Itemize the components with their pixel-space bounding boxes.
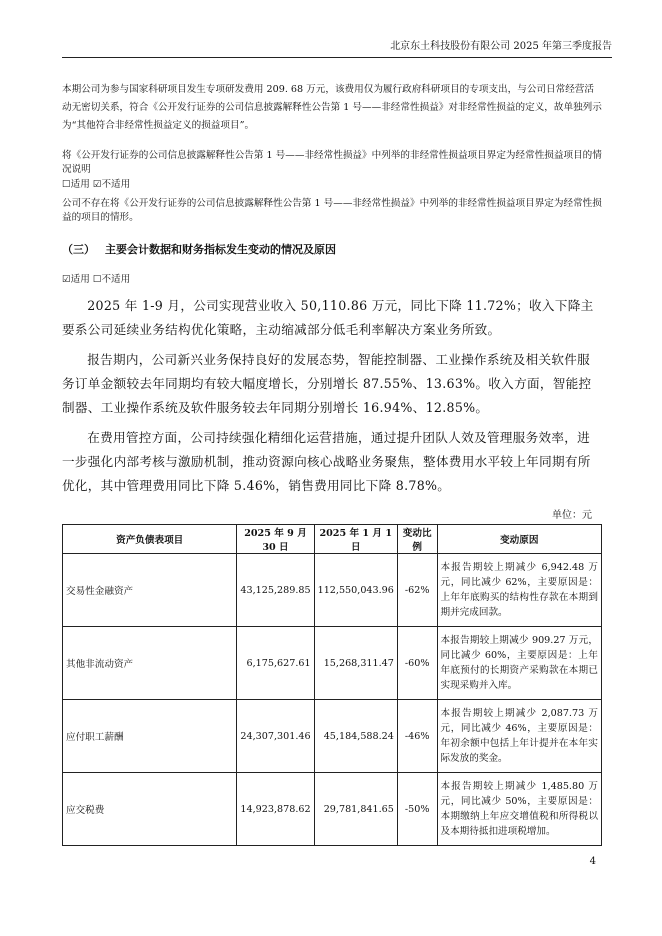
row-ratio: -60%: [397, 627, 437, 700]
applicability-checkbox-2: ☑适用 ☐不适用: [62, 274, 131, 285]
header-sep30: 2025 年 9 月 30 日: [237, 525, 314, 554]
cost-control-paragraph: 在费用管控方面，公司持续强化精细化运营措施，通过提升团队人效及管理服务效率，进一步强化内部考核与激励机制，推动资源向核心战略业务聚焦，整体费用水平较上年同期有所优化，其中管理费用同比下降 5.46%，销售费用同比下降 8.78%。: [62, 430, 591, 493]
table-row: [63, 773, 602, 846]
special-rd-expense-paragraph: 本期公司为参与国家科研项目发生专项研发费用 209. 68 万元，该费用仅为履行政府科研项目的专项支出，与公司日常经营活动无密切关系，符合《公开发行证券的公司信息披露解释性公告第 1 号——非经常性损益》对非经常性损益的定义，故单独列示为“其他符合非经常性损益定义的损益项目”。: [62, 84, 602, 131]
row-sep30: 43,125,289.85: [237, 554, 314, 627]
page-number: 4: [589, 856, 596, 867]
row-ratio: -62%: [397, 554, 437, 627]
table-header-row: [63, 525, 602, 554]
table-row: [63, 700, 602, 773]
applicability-checkbox-1: ☐适用 ☑不适用: [62, 179, 131, 190]
section-heading: [62, 242, 336, 258]
row-item: 应交税费: [63, 773, 237, 846]
section-number: （三）: [62, 243, 95, 256]
classification-note-heading: 将《公开发行证券的公司信息披露解释性公告第 1 号——非经常性损益》中列举的非经常性损益项目界定为经常性损益项目的情况说明: [62, 150, 602, 175]
row-ratio: -46%: [397, 700, 437, 773]
row-reason: 本报告期较上期减少 1,485.80 万元，同比减少 50%，主要原因是：本期缴纳上年应交增值税和所得税以及本期待抵扣进项税增加。: [437, 773, 602, 846]
row-item: 应付职工薪酬: [63, 700, 237, 773]
table-row: [63, 627, 602, 700]
row-sep30: 24,307,301.46: [237, 700, 314, 773]
no-classification-paragraph: 公司不存在将《公开发行证券的公司信息披露解释性公告第 1 号——非经常性损益》中列举的非经常性损益项目界定为经常性损益的项目的情形。: [62, 198, 602, 223]
row-item: 交易性金融资产: [63, 554, 237, 627]
header-jan1: 2025 年 1 月 1 日: [314, 525, 397, 554]
row-jan1: 45,184,588.24: [314, 700, 397, 773]
header-title: 北京东土科技股份有限公司 2025 年第三季度报告: [390, 41, 612, 52]
page-header: [62, 40, 612, 58]
unit-label: 单位：元: [552, 510, 592, 521]
revenue-paragraph: 2025 年 1-9 月，公司实现营业收入 50,110.86 万元，同比下降 11.72%；收入下降主要系公司延续业务结构优化策略，主动缩减部分低毛利率解决方案业务所致。: [62, 298, 594, 337]
row-reason: 本报告期较上期减少 909.27 万元，同比减少 60%，主要原因是：上年年底预付的长期资产采购款在本期已实现采购并入库。: [437, 627, 602, 700]
row-item: 其他非流动资产: [63, 627, 237, 700]
row-jan1: 15,268,311.47: [314, 627, 397, 700]
row-reason: 本报告期较上期减少 2,087.73 万元，同比减少 46%，主要原因是：年初余额中包括上年计提并在本年实际发放的奖金。: [437, 700, 602, 773]
header-reason: 变动原因: [437, 525, 602, 554]
table-row: [63, 554, 602, 627]
row-ratio: -50%: [397, 773, 437, 846]
balance-sheet-change-table: [62, 524, 602, 846]
row-reason: 本报告期较上期减少 6,942.48 万元，同比减少 62%，主要原因是：上年年底购买的结构性存款在本期到期并完成回款。: [437, 554, 602, 627]
section-title: 主要会计数据和财务指标发生变动的情况及原因: [105, 243, 336, 256]
row-jan1: 29,781,841.65: [314, 773, 397, 846]
row-jan1: 112,550,043.96: [314, 554, 397, 627]
header-ratio: 变动比例: [397, 525, 437, 554]
header-item: 资产负债表项目: [63, 525, 237, 554]
row-sep30: 14,923,878.62: [237, 773, 314, 846]
row-sep30: 6,175,627.61: [237, 627, 314, 700]
emerging-business-paragraph: 报告期内，公司新兴业务保持良好的发展态势，智能控制器、工业操作系统及相关软件服务订单金额较去年同期均有较大幅度增长，分别增长 87.55%、13.63%。收入方面，智能控制器、工业操作系统及软件服务较去年同期分别增长 16.94%、12.85%。: [62, 352, 592, 415]
